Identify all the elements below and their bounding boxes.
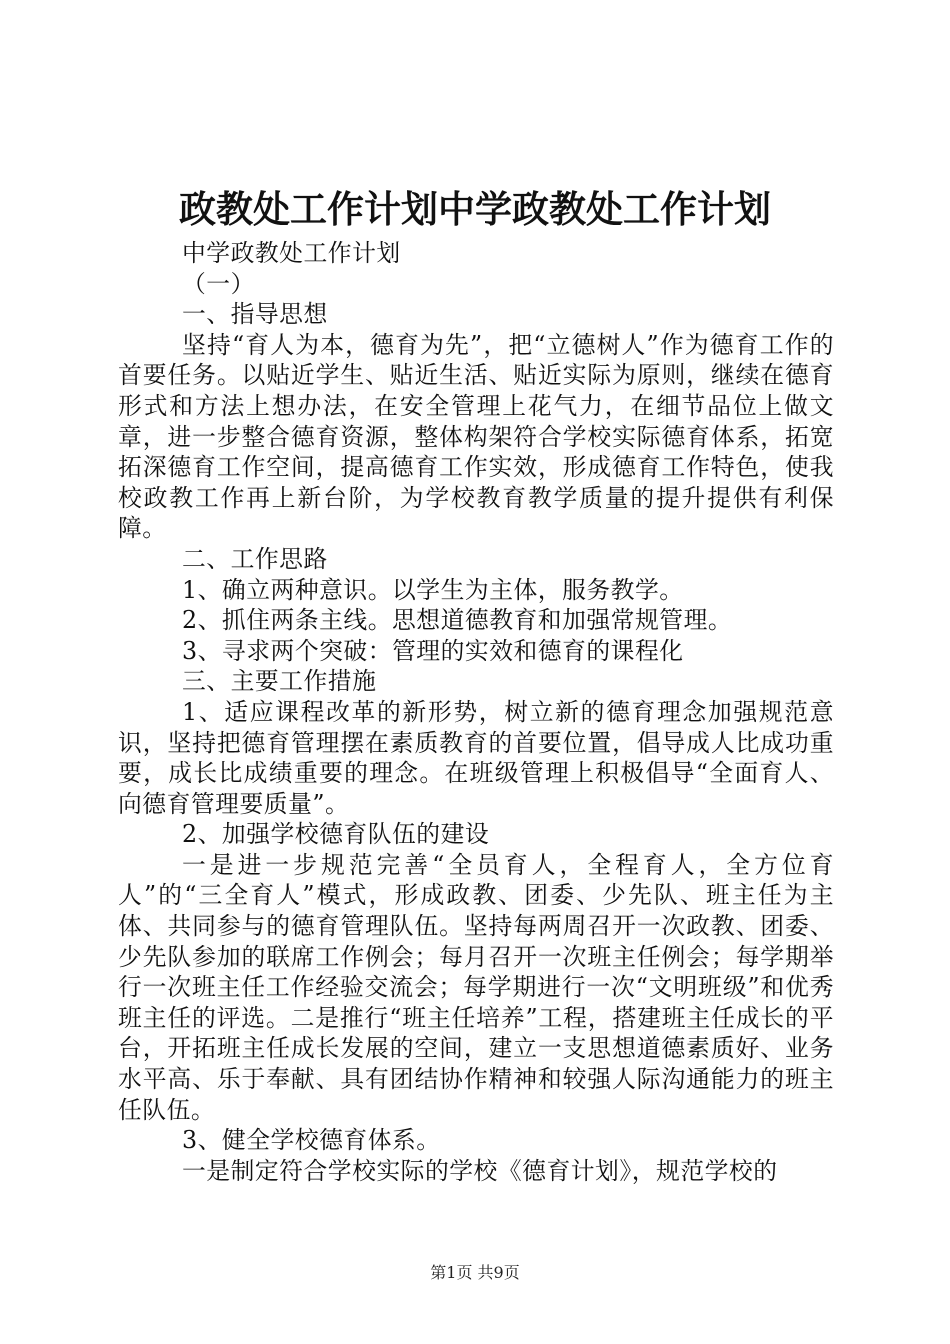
- paragraph-measure-2-heading: 2、加强学校德育队伍的建设: [182, 820, 490, 849]
- heading-work-ideas: 二、工作思路: [182, 544, 328, 573]
- paragraph-measure-3-body: 一是制定符合学校实际的学校《德育计划》，规范学校的: [182, 1156, 778, 1185]
- document-body: [118, 238, 834, 1186]
- heading-main-measures: 三、主要工作措施: [182, 667, 377, 696]
- subtitle-paragraph: 中学政教处工作计划: [182, 239, 401, 267]
- heading-guiding-thought: 一、指导思想: [182, 300, 328, 329]
- section-number-paragraph: （一）: [182, 269, 255, 298]
- paragraph-measure-2-body: 一是进一步规范完善“全员育人，全程育人，全方位育人”的“三全育人”模式，形成政教、团委、少先队、班主任为主体、共同参与的德育管理队伍。坚持每两周召开一次政教、团委、少先队参加的联席工作例会；每月召开一次班主任例会；每学期举行一次班主任工作经验交流会；每学期进行一次“文明班级”和优秀班主任的评选。二是推行“班主任培养”工程，搭建班主任成长的平台，开拓班主任成长发展的空间，建立一支思想道德素质好、业务水平高、乐于奉献、具有团结协作精神和较强人际沟通能力的班主任队伍。: [118, 850, 834, 1124]
- paragraph-guiding-thought: 坚持“育人为本，德育为先”，把“立德树人”作为德育工作的首要任务。以贴近学生、贴近生活、贴近实际为原则，继续在德育形式和方法上想办法，在安全管理上花气力，在细节品位上做文章，进一步整合德育资源，整体构架符合学校实际德育体系，拓宽拓深德育工作空间，提高德育工作实效，形成德育工作特色，使我校政教工作再上新台阶，为学校教育教学质量的提升提供有利保障。: [118, 330, 834, 543]
- page-footer: 第1页 共9页: [430, 1263, 520, 1282]
- paragraph-measure-3-heading: 3、健全学校德育体系。: [182, 1126, 441, 1155]
- document-title: 政教处工作计划中学政教处工作计划: [179, 187, 771, 231]
- list-item-work-idea-2: 2、抓住两条主线。思想道德教育和加强常规管理。: [182, 606, 733, 635]
- paragraph-measure-1: 1、适应课程改革的新形势，树立新的德育理念加强规范意识，坚持把德育管理摆在素质教育的首要位置，倡导成人比成功重要，成长比成绩重要的理念。在班级管理上积极倡导“全面育人、向德育管理要质量”。: [118, 697, 834, 818]
- list-item-work-idea-1: 1、确立两种意识。以学生为主体，服务教学。: [182, 575, 684, 604]
- list-item-work-idea-3: 3、寻求两个突破：管理的实效和德育的课程化: [182, 636, 684, 665]
